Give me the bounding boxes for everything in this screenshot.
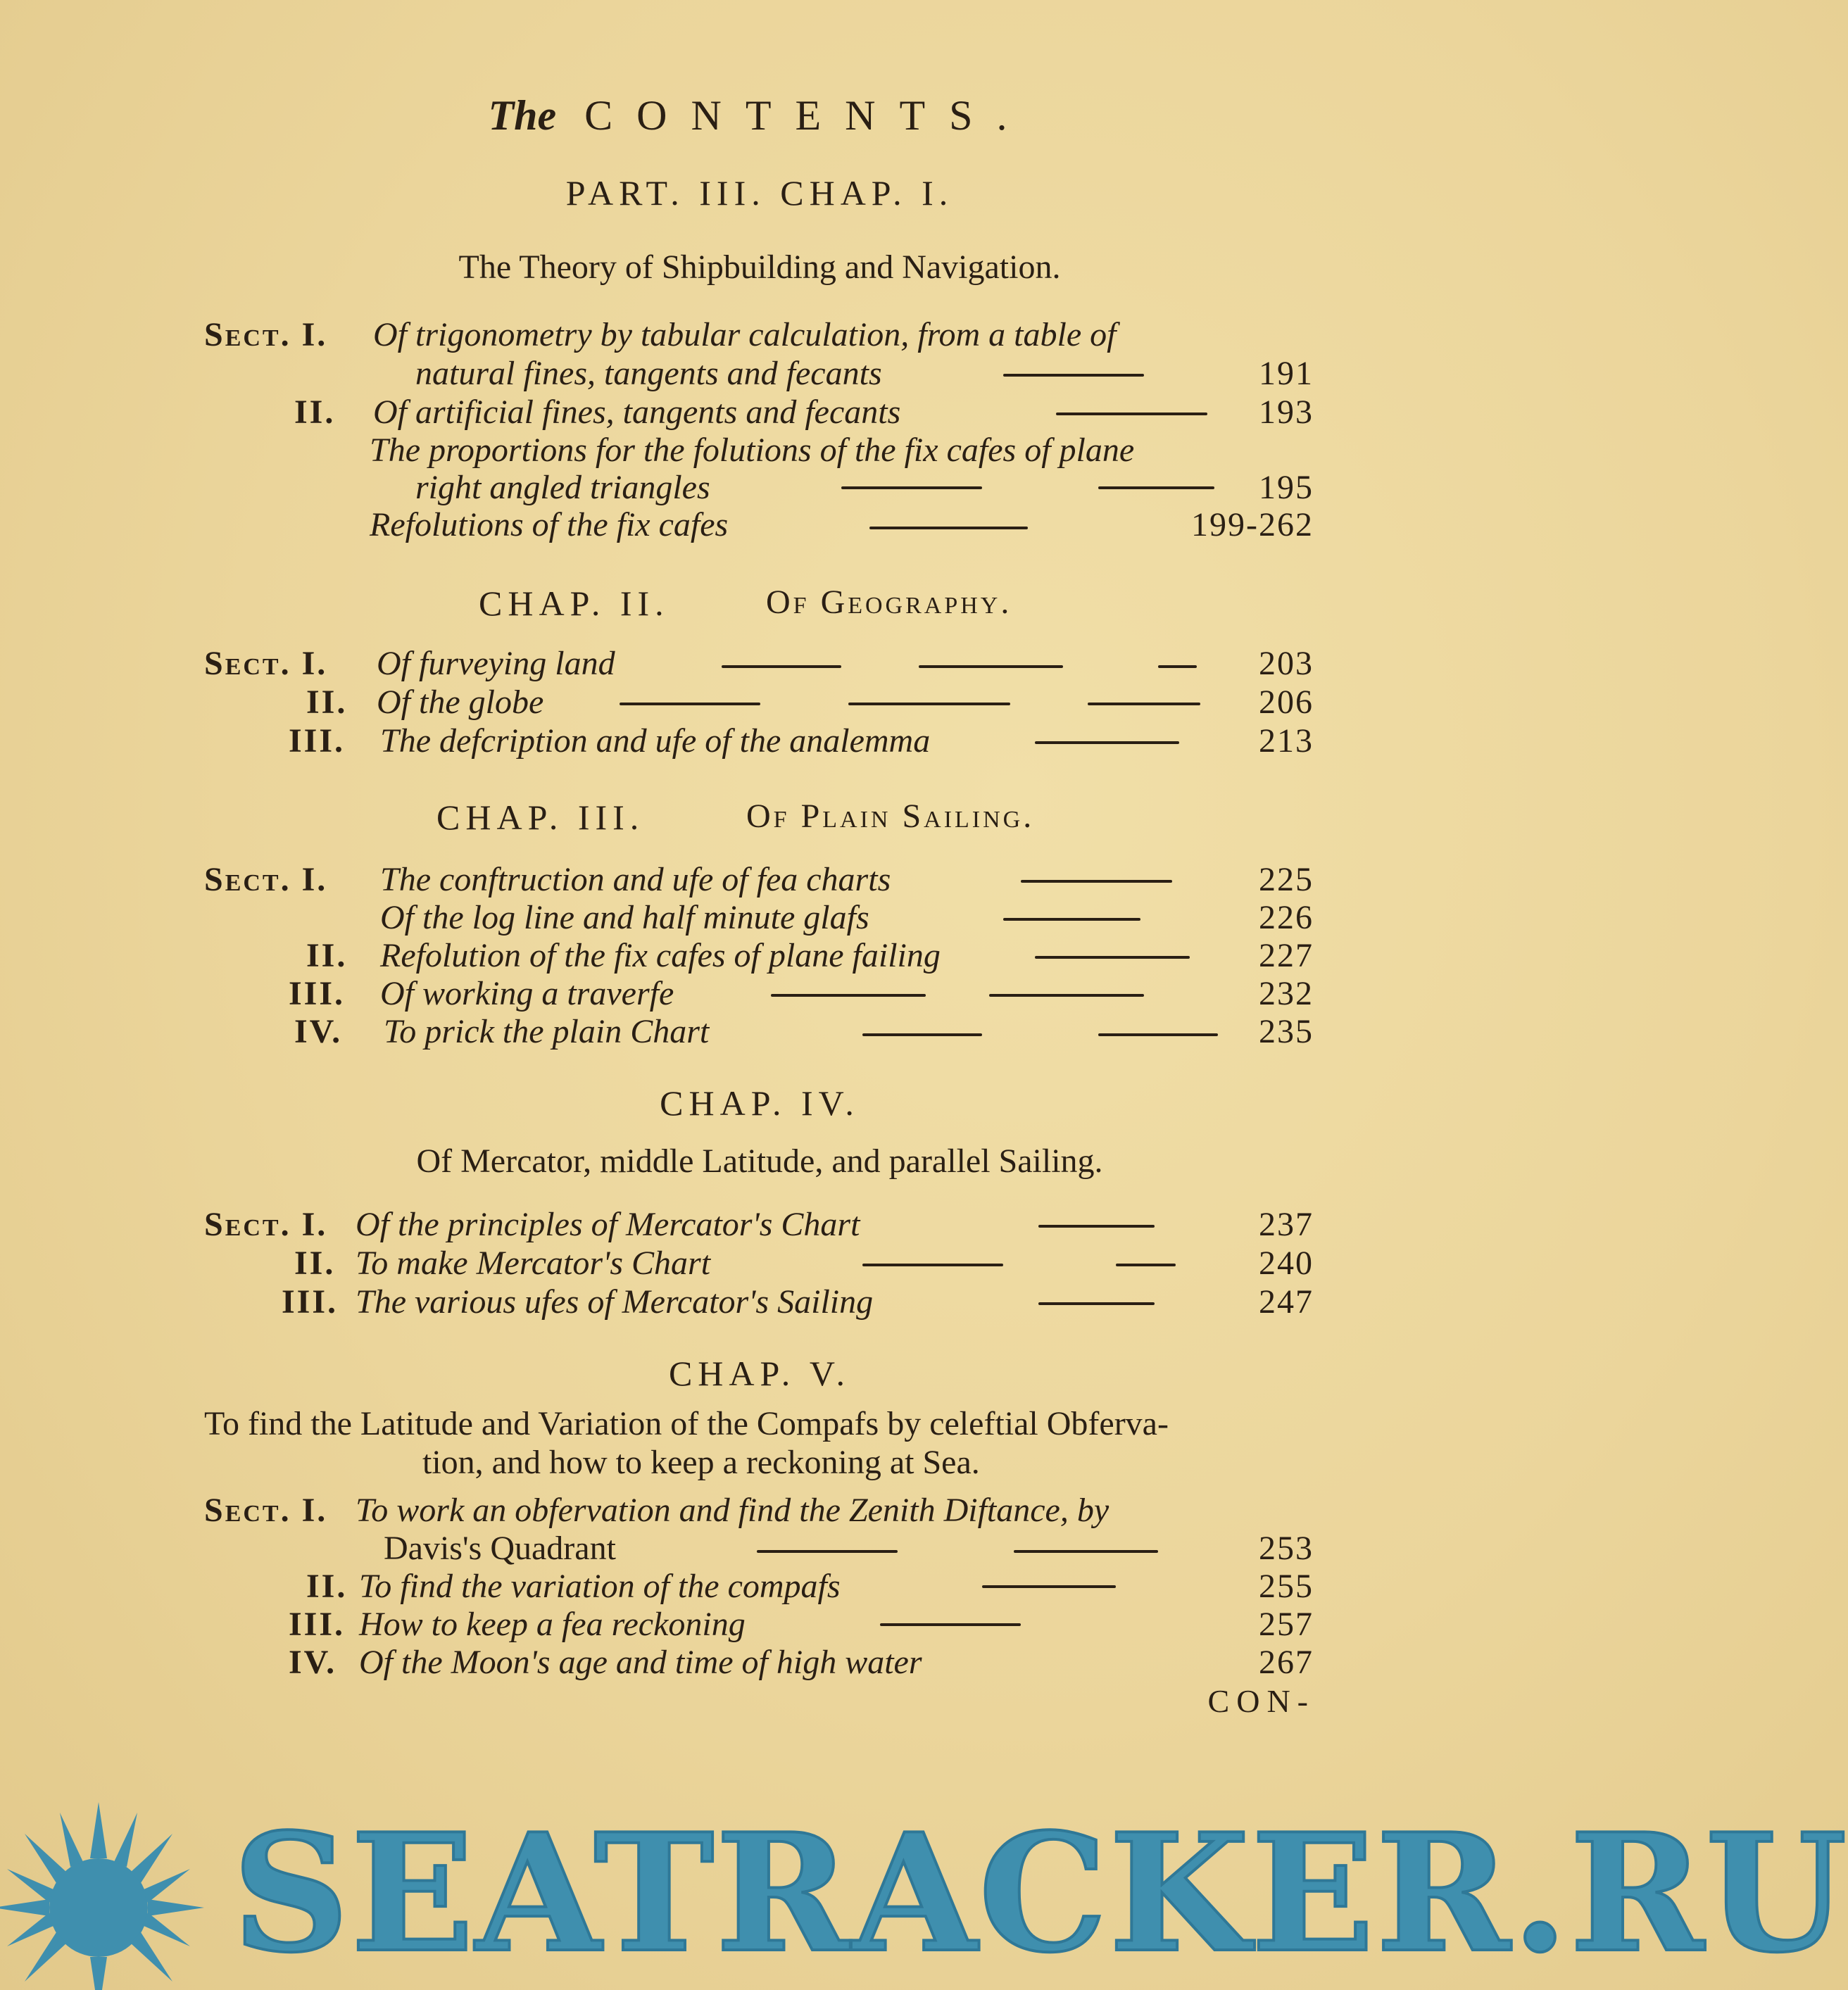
leader-dash [1021,880,1172,883]
entry-title: The conftruction and ufe of fea charts [380,861,891,898]
entry-title: Of the principles of Mercator's Chart [356,1206,860,1243]
entry-page: 195 [1259,469,1314,506]
entry-label: III. [289,1606,346,1643]
entry-title: Of trigonometry by tabular calculation, from a table of [373,316,1117,353]
part-heading: PART. III. CHAP. I. [565,173,954,213]
entry-page: 227 [1259,937,1314,974]
leader-dash [1035,741,1179,744]
entry-title: Refolution of the fix cafes of plane failing [380,937,941,974]
toc-entry [0,1643,1519,1682]
entry-title: Of artificial fines, tangents and fecants [373,393,901,431]
leader-dash [1088,703,1200,705]
toc-entry [0,1605,1519,1644]
toc-entry [0,393,1519,432]
entry-page: 225 [1259,861,1314,898]
leader-dash [989,994,1144,997]
toc-entry [0,722,1519,761]
toc-entry [0,505,1519,545]
entry-page: 206 [1259,684,1314,721]
toc-entry [0,1283,1519,1322]
entry-label: III. [282,1283,339,1321]
entry-label: II. [306,684,348,721]
toc-entry [0,1529,1519,1568]
toc-entry [0,431,1519,470]
entry-title: Davis's Quadrant [384,1530,616,1567]
entry-title: The various ufes of Mercator's Sailing [356,1283,874,1321]
entry-label: III. [289,975,346,1012]
entry-title: Of furveying land [377,645,615,682]
entry-label: II. [306,937,348,974]
chap2-heading: CHAP. II. [479,584,670,623]
chap3-title: Of Plain Sailing. [746,798,1035,835]
entry-page: 247 [1259,1283,1314,1321]
entry-page: 255 [1259,1568,1314,1605]
chap3-heading: CHAP. III. [436,798,645,837]
chap4-heading: CHAP. IV. [660,1083,860,1123]
entry-label: Sect. I. [204,316,328,353]
toc-entry [0,354,1519,393]
leader-dash [757,1550,898,1553]
entry-label: II. [294,393,336,431]
entry-page: 267 [1259,1644,1314,1681]
toc-entry [0,898,1519,938]
entry-page: 257 [1259,1606,1314,1643]
entry-label: Sect. I. [204,861,328,898]
entry-page: 232 [1259,975,1314,1012]
entry-page: 226 [1259,899,1314,936]
toc-entry [0,860,1519,900]
entry-page: 203 [1259,645,1314,682]
entry-title: The defcription and ufe of the analemma [380,722,931,760]
leader-dash [869,527,1028,529]
toc-entry [0,644,1519,684]
entry-page: 199-262 [1191,506,1314,543]
entry-label: IV. [294,1013,343,1050]
toc-entry [0,1491,1519,1530]
leader-dash [982,1585,1116,1588]
toc-entry [0,974,1519,1014]
leader-dash [1158,665,1197,668]
leader-dash [771,994,926,997]
entry-page: 235 [1259,1013,1314,1050]
catchword: CON- [1207,1683,1315,1719]
entry-title: Of the log line and half minute glafs [380,899,869,936]
leader-dash [1003,374,1144,377]
entry-label: Sect. I. [204,645,328,682]
chap1-subtitle: The Theory of Shipbuilding and Navigation. [458,248,1061,286]
entry-page: 253 [1259,1530,1314,1567]
leader-dash [1056,413,1207,415]
chap4-title: Of Mercator, middle Latitude, and parallel Sailing. [416,1142,1103,1180]
header-title: CONTENTS. [584,92,1031,139]
leader-dash [1003,918,1140,921]
leader-dash [841,486,982,489]
entry-title: How to keep a fea reckoning [359,1606,746,1643]
toc-entry [0,1012,1519,1052]
entry-title: natural fines, tangents and fecants [415,355,882,392]
entry-title: Refolutions of the fix cafes [370,506,729,543]
entry-label: II. [294,1245,336,1282]
entry-page: 213 [1259,722,1314,760]
leader-dash [862,1033,982,1036]
header-prefix: The [488,92,557,139]
leader-dash [919,665,1063,668]
toc-entry [0,315,1519,355]
entry-title: right angled triangles [415,469,710,506]
entry-label: III. [289,722,346,760]
toc-entry [0,468,1519,508]
entry-page: 240 [1259,1245,1314,1282]
entry-title: The proportions for the folutions of the fix cafes of plane [370,432,1135,469]
leader-dash [1098,486,1214,489]
toc-entry [0,1244,1519,1283]
entry-title: To find the variation of the compafs [359,1568,841,1605]
leader-dash [1038,1302,1155,1305]
contents-header [0,92,1519,140]
toc-entry [0,1205,1519,1245]
leader-dash [722,665,841,668]
entry-label: II. [306,1568,348,1605]
leader-dash [1116,1264,1176,1266]
leader-dash [1038,1225,1155,1228]
toc-entry [0,683,1519,722]
entry-title: To work an obfervation and find the Zenith Diftance, by [356,1492,1110,1529]
leader-dash [862,1264,1003,1266]
entry-title: To make Mercator's Chart [356,1245,711,1282]
toc-entry [0,936,1519,976]
entry-title: Of working a traverfe [380,975,674,1012]
toc-entry [0,1567,1519,1606]
entry-label: Sect. I. [204,1206,328,1243]
entry-label: IV. [289,1644,337,1681]
entry-title: To prick the plain Chart [384,1013,710,1050]
leader-dash [620,703,760,705]
chap5-title-line1: To find the Latitude and Variation of the Compafs by celeftial Obferva- [204,1405,1169,1442]
watermark-text: SEATRACKER.RU [232,1799,1848,1989]
entry-title: Of the Moon's age and time of high water [359,1644,922,1681]
chap5-title-line2: tion, and how to keep a reckoning at Sea. [422,1444,980,1481]
entry-page: 193 [1259,393,1314,431]
entry-page: 237 [1259,1206,1314,1243]
entry-title: Of the globe [377,684,544,721]
leader-dash [1014,1550,1158,1553]
entry-page: 191 [1259,355,1314,392]
leader-dash [1035,956,1190,959]
leader-dash [848,703,1010,705]
sun-logo-icon [0,1788,225,1985]
leader-dash [880,1623,1021,1626]
chap5-heading: CHAP. V. [668,1354,851,1393]
leader-dash [1098,1033,1218,1036]
entry-label: Sect. I. [204,1492,328,1529]
chap2-title: Of Geography. [766,584,1012,621]
